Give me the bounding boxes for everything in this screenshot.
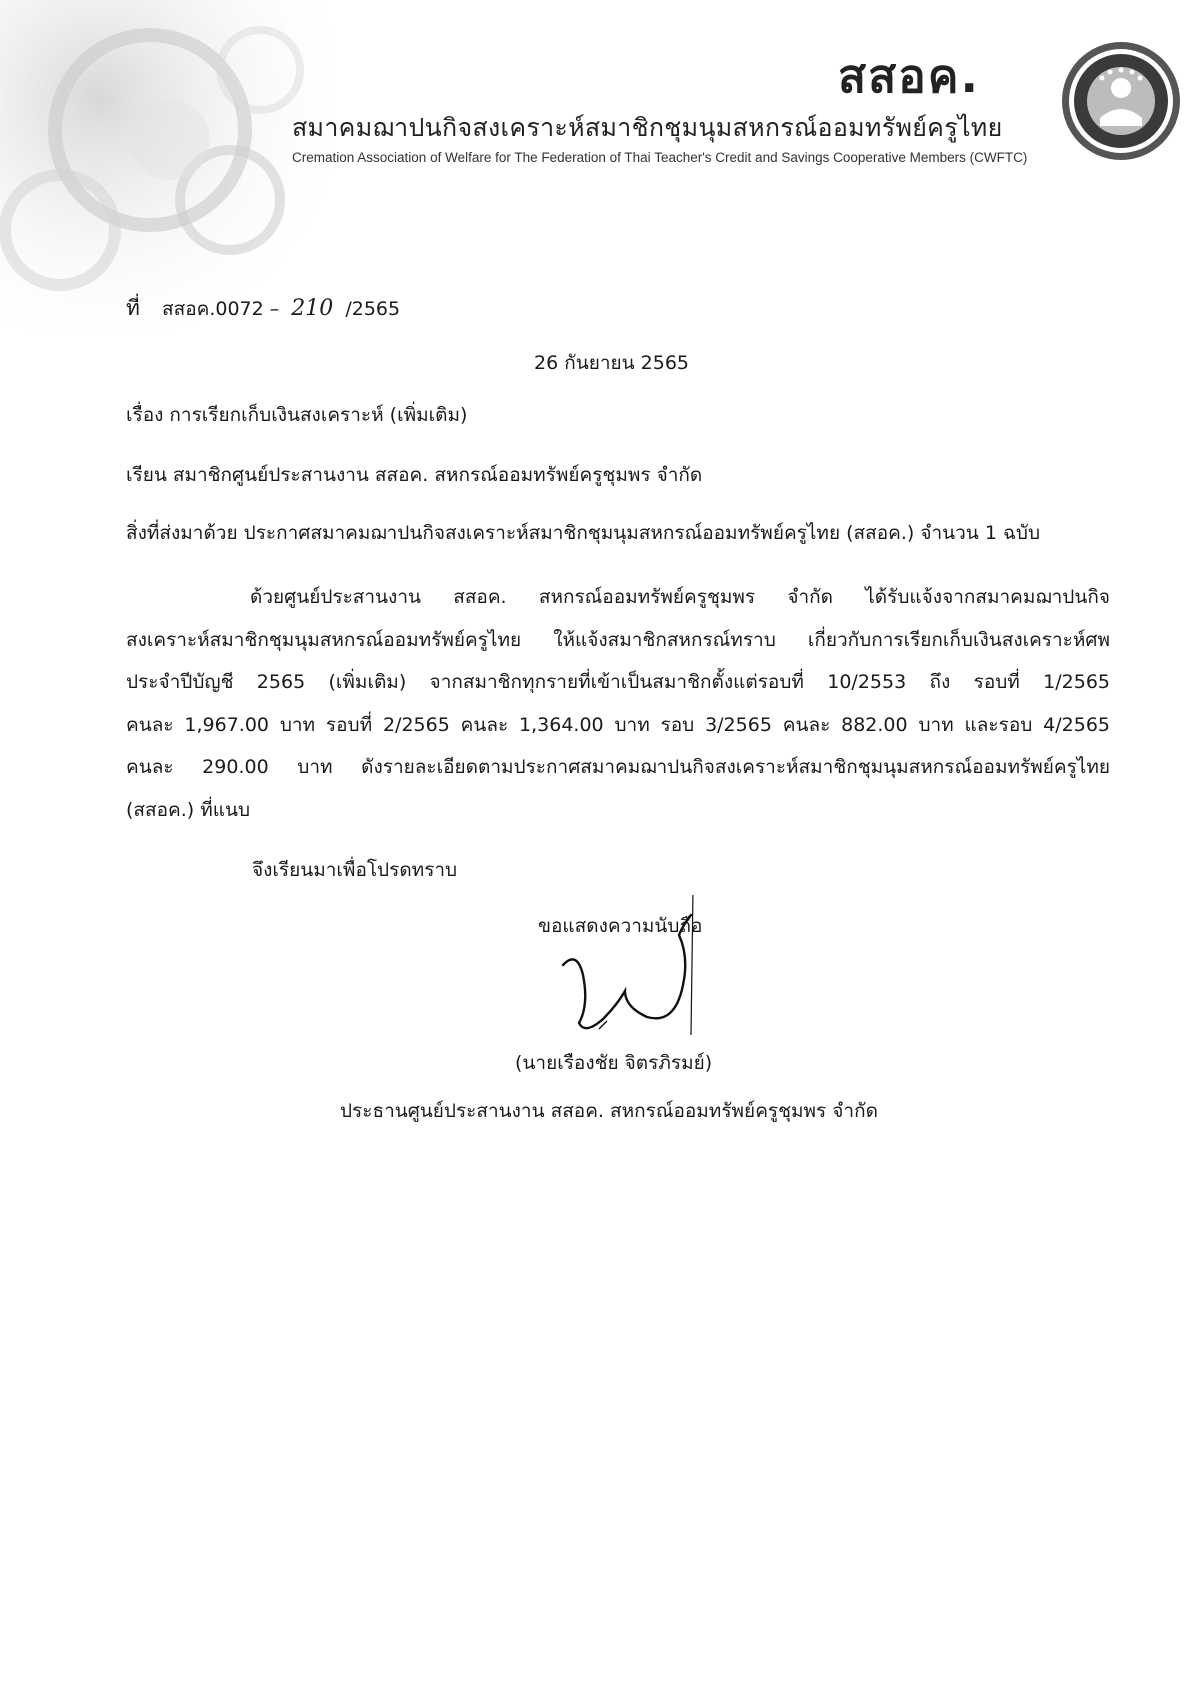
reference-label: ที่ bbox=[126, 296, 140, 320]
association-seal-icon bbox=[1060, 40, 1182, 162]
letter-subject: เรื่อง การเรียกเก็บเงินสงเคราะห์ (เพิ่มเติม) bbox=[126, 404, 468, 426]
letter-enclosure: สิ่งที่ส่งมาด้วย ประกาศสมาคมฌาปนกิจสงเคราะห์สมาชิกชุมนุมสหกรณ์ออมทรัพย์ครูไทย (สสอค.) จำนวน 1 ฉบับ bbox=[126, 522, 1041, 544]
reference-prefix: สสอค.0072 – bbox=[162, 298, 280, 320]
letter-recipient: เรียน สมาชิกศูนย์ประสานงาน สสอค. สหกรณ์ออมทรัพย์ครูชุมพร จำกัด bbox=[126, 464, 703, 486]
body-line: (สสอค.) ที่แนบ bbox=[126, 798, 251, 821]
reference-number bbox=[162, 296, 400, 322]
association-name-thai: สมาคมฌาปนกิจสงเคราะห์สมาชิกชุมนุมสหกรณ์ออมทรัพย์ครูไทย bbox=[292, 113, 1003, 142]
decorative-swirl-graphic bbox=[0, 0, 330, 330]
body-line: คนละ 1,967.00 บาท รอบที่ 2/2565 คนละ 1,364.00 บาท รอบ 3/2565 คนละ 882.00 บาท และรอบ 4/2565 bbox=[126, 713, 1110, 736]
letter-date: 26 กันยายน 2565 bbox=[534, 352, 690, 374]
body-line: คนละ 290.00 บาท ดังรายละเอียดตามประกาศสมาคมฌาปนกิจสงเคราะห์สมาชิกชุมนุมสหกรณ์ออมทรัพย์ครูไทย bbox=[126, 756, 1110, 778]
brand-logo-text: สสอค. bbox=[838, 49, 981, 103]
reference-suffix: /2565 bbox=[345, 298, 401, 320]
letter-body-paragraph bbox=[126, 576, 1110, 831]
regards-text: ขอแสดงความนับถือ bbox=[538, 915, 703, 937]
signer-name: (นายเรืองชัย จิตรภิรมย์) bbox=[515, 1052, 713, 1074]
body-line: สงเคราะห์สมาชิกชุมนุมสหกรณ์ออมทรัพย์ครูไทย ให้แจ้งสมาชิกสหกรณ์ทราบ เกี่ยวกับการเรียกเก็บเงินสงเคราะห์ศพ bbox=[126, 628, 1110, 651]
handwritten-signature bbox=[555, 895, 725, 1045]
signer-title: ประธานศูนย์ประสานงาน สสอค. สหกรณ์ออมทรัพย์ครูชุมพร จำกัด bbox=[340, 1100, 878, 1122]
reference-handwritten-number: 210 bbox=[291, 296, 334, 321]
body-line: ด้วยศูนย์ประสานงาน สสอค. สหกรณ์ออมทรัพย์ครูชุมพร จำกัด ได้รับแจ้งจากสมาคมฌาปนกิจ bbox=[250, 586, 1110, 608]
closing-statement: จึงเรียนมาเพื่อโปรดทราบ bbox=[252, 859, 458, 881]
body-line: ประจำปีบัญชี 2565 (เพิ่มเติม) จากสมาชิกทุกรายที่เข้าเป็นสมาชิกตั้งแต่รอบที่ 10/2553 ถึง รอบที่ 1/2565 bbox=[126, 671, 1110, 693]
association-name-english: Cremation Association of Welfare for The Federation of Thai Teacher's Credit and Savings Cooperative Members (CWFTC) bbox=[292, 150, 1028, 165]
